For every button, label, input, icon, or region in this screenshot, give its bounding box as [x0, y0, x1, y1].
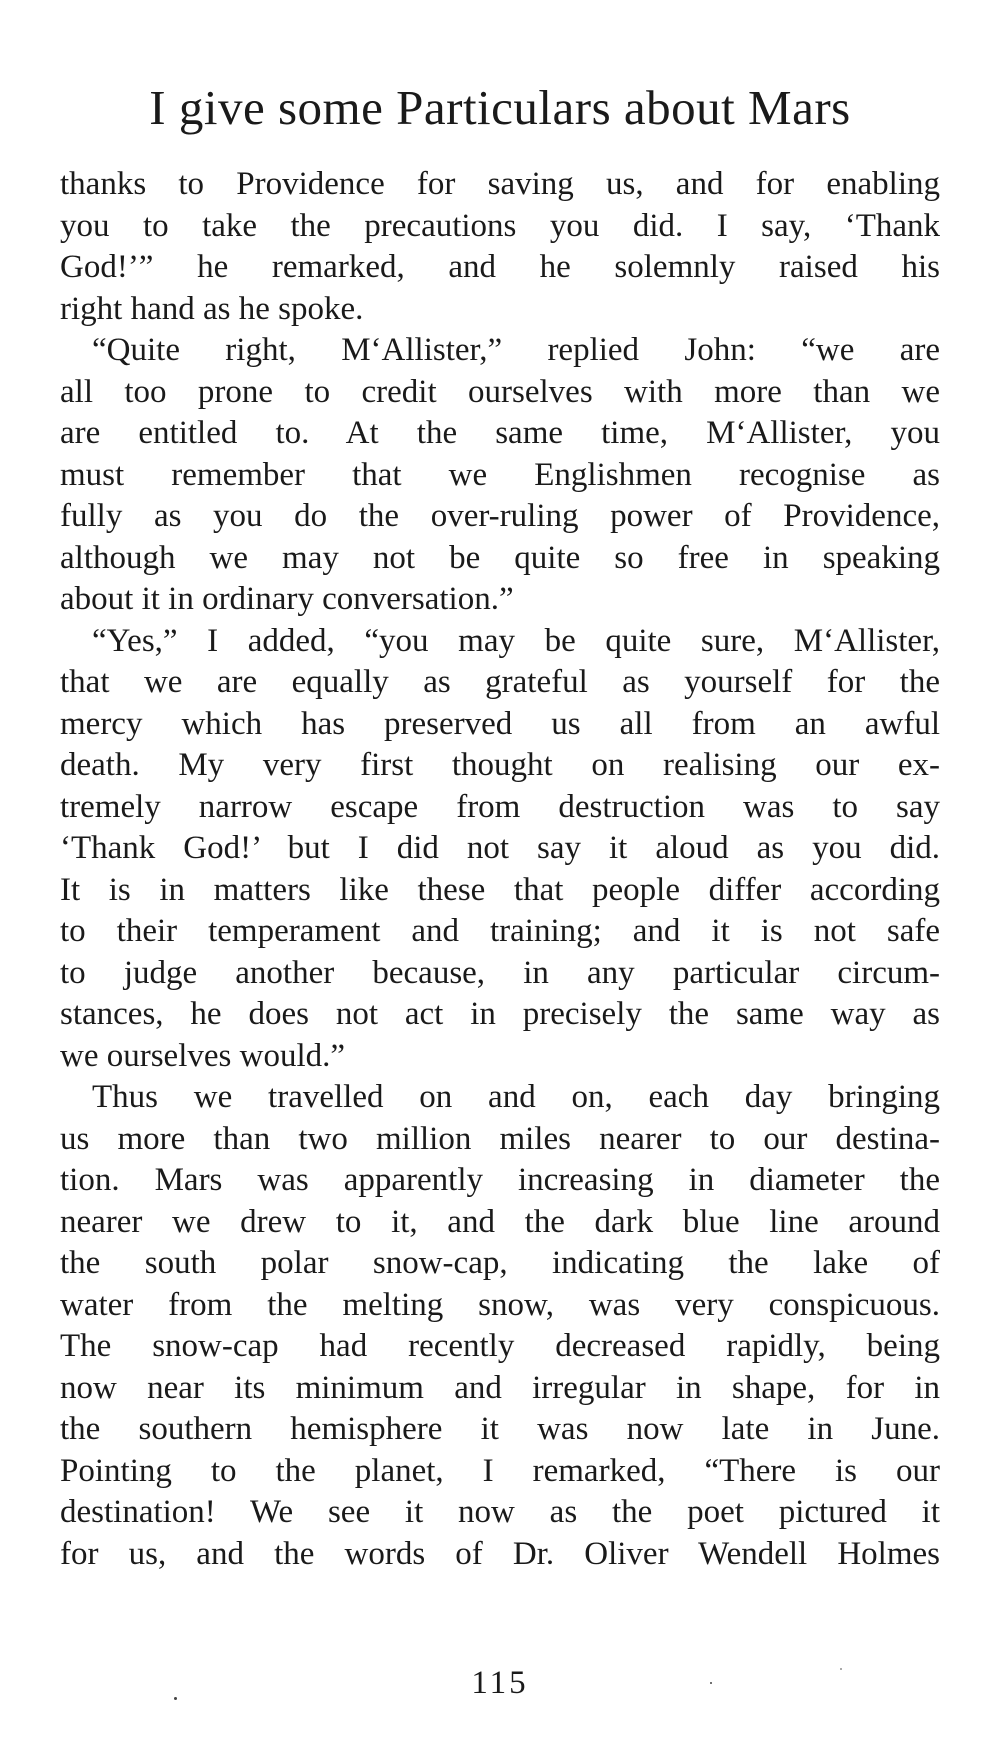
text-line: the south polar snow-cap, indicating the lake of: [60, 1245, 940, 1281]
text-line: death. My very first thought on realising our ex-: [60, 747, 940, 783]
text-line: God!’” he remarked, and he solemnly raised his: [60, 249, 940, 285]
text-line: fully as you do the over-ruling power of Providence,: [60, 498, 940, 534]
paragraph-2: [60, 330, 940, 621]
text-line: Thus we travelled on and on, each day bringing: [92, 1079, 940, 1115]
text-line: nearer we drew to it, and the dark blue line around: [60, 1203, 940, 1240]
text-line: stances, he does not act in precisely the same way as: [60, 996, 940, 1032]
text-line: ‘Thank God!’ but I did not say it aloud as you did.: [60, 830, 940, 866]
text-line: tremely narrow escape from destruction was to say: [60, 788, 940, 825]
paragraph-3: [60, 621, 940, 1078]
text-line: now near its minimum and irregular in shape, for in: [60, 1369, 940, 1406]
text-line: all too prone to credit ourselves with more than we: [60, 373, 940, 410]
text-line: Pointing to the planet, I remarked, “There is our: [60, 1452, 940, 1489]
text-line: you to take the precautions you did. I say, ‘Thank: [60, 207, 940, 244]
text-line: to their temperament and training; and it is not safe: [60, 913, 940, 949]
paragraph-1: [60, 164, 940, 330]
text-line: about it in ordinary conversation.”: [60, 581, 514, 617]
text-line: tion. Mars was apparently increasing in diameter the: [60, 1162, 940, 1198]
text-line: for us, and the words of Dr. Oliver Wendell Holmes: [60, 1535, 940, 1572]
text-line: right hand as he spoke.: [60, 290, 364, 327]
body-text: [60, 164, 940, 1575]
text-line: “Quite right, M‘Allister,” replied John: “we are: [92, 332, 940, 368]
text-line: water from the melting snow, was very conspicuous.: [60, 1286, 940, 1323]
text-line: are entitled to. At the same time, M‘Allister, you: [60, 415, 940, 451]
text-line: mercy which has preserved us all from an awful: [60, 705, 940, 742]
text-line: must remember that we Englishmen recognise as: [60, 456, 940, 493]
paragraph-4: [60, 1077, 940, 1575]
scan-speck: [710, 1682, 712, 1684]
text-line: although we may not be quite so free in speaking: [60, 539, 940, 576]
scan-speck: [174, 1697, 177, 1700]
page-number: 115: [471, 1665, 529, 1701]
text-line: us more than two million miles nearer to our destina-: [60, 1120, 940, 1157]
running-head: I give some Particulars about Mars: [149, 80, 851, 135]
text-line: the southern hemisphere it was now late in June.: [60, 1411, 940, 1447]
text-line: to judge another because, in any particular circum-: [60, 954, 940, 991]
text-line: It is in matters like these that people differ according: [60, 871, 940, 908]
text-line: that we are equally as grateful as yourself for the: [60, 664, 940, 700]
text-line: “Yes,” I added, “you may be quite sure, M‘Allister,: [92, 622, 940, 659]
text-line: The snow-cap had recently decreased rapidly, being: [60, 1328, 940, 1364]
scan-speck: [840, 1668, 842, 1670]
text-line: thanks to Providence for saving us, and for enabling: [60, 166, 940, 202]
text-line: destination! We see it now as the poet pictured it: [60, 1494, 940, 1530]
text-line: we ourselves would.”: [60, 1037, 346, 1074]
